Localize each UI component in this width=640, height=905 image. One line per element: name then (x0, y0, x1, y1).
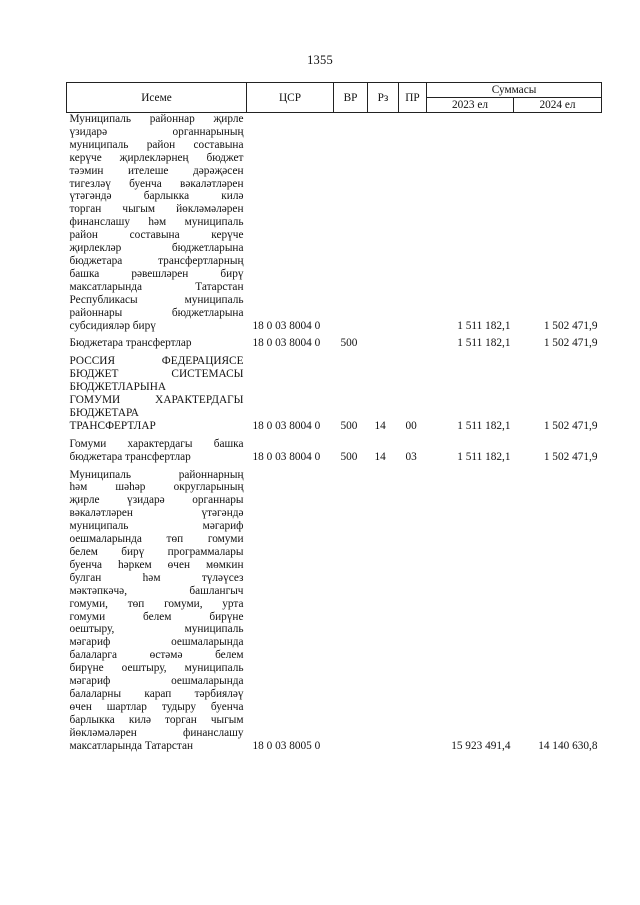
header-rz: Рз (368, 83, 399, 113)
row-name-line: булган һәм түләүсез (69, 571, 244, 584)
row-name-line: оештыру, муниципаль (69, 623, 244, 636)
row-name-line: һәм шәһәр округларының (69, 481, 244, 494)
row-name-line: муниципаль мәгариф (69, 520, 244, 533)
row-vr (334, 113, 368, 338)
row-name-line: гомуми белем бирүне (69, 610, 244, 623)
row-sum-2024: 1 502 471,9 (543, 419, 598, 432)
row-name-line: керүче җирлекләрнең бюджет (69, 151, 244, 164)
table-row (67, 469, 602, 758)
row-name-line: белем бирү программалары (69, 546, 244, 558)
row-name-line: РОССИЯ ФЕДЕРАЦИЯСЕ (69, 355, 244, 368)
row-name-line: БЮДЖЕТЛАРЫНА (69, 381, 167, 394)
header-year-2024: 2024 ел (514, 98, 602, 113)
row-name-line: барлыкка килә торган чыгым (69, 713, 244, 726)
row-name-line: башка рәвешләрен бирү (69, 267, 244, 280)
row-csr: 18 0 03 8004 0 (252, 450, 321, 463)
row-name-line: БЮДЖЕТАРА (69, 406, 139, 419)
table-row (67, 337, 602, 355)
row-name (67, 469, 247, 758)
row-name-line: бирүне оештыру, муниципаль (69, 662, 244, 675)
table-row (67, 113, 602, 338)
row-name-line: район составына керүче (69, 229, 244, 242)
row-pr: 00 (405, 419, 417, 432)
row-pr (399, 113, 427, 338)
row-name-line: максатларында Татарстан (69, 280, 244, 293)
row-name-line: балаларга өстәмә белем (69, 649, 244, 662)
header-sums: Суммасы (427, 83, 602, 98)
table-body (67, 113, 602, 758)
row-name-line: Бюджетара трансфертлар (69, 337, 192, 350)
row-rz (368, 113, 399, 338)
row-name-line: вәкаләтләрен үтәгәндә (69, 507, 244, 520)
row-pr: 03 (405, 450, 417, 463)
row-name-line: торган чыгым йөкләмәләрен (69, 203, 244, 216)
row-vr (334, 469, 368, 758)
row-name-line: җирлекләр бюджетларына (69, 242, 244, 255)
row-pr (399, 469, 427, 758)
row-csr: 18 0 03 8004 0 (252, 419, 321, 432)
header-pr: ПР (399, 83, 427, 113)
row-name-line: мәктәпкәчә, башлангыч (69, 584, 244, 597)
row-name-line: Муниципаль районнарның (69, 468, 244, 481)
row-name-line: үзидарә органнарының (69, 125, 244, 138)
row-rz: 14 (374, 450, 386, 463)
row-name-line: тәэмин ителеше дәрәҗәсен (69, 164, 244, 177)
row-name (67, 355, 247, 437)
row-vr: 500 (340, 419, 358, 432)
row-sum-2023: 1 511 182,1 (457, 419, 511, 432)
row-vr: 500 (340, 337, 358, 350)
row-csr: 18 0 03 8004 0 (252, 319, 321, 332)
row-name-line: муниципаль район составына (69, 138, 244, 151)
row-name-line: Муниципаль районнар җирле (69, 113, 244, 125)
row-name-line: бюджетара трансфертларның (69, 254, 244, 267)
row-name-line: җирле үзидарә органнары (69, 494, 244, 507)
table-row (67, 355, 602, 437)
header-vr: ВР (334, 83, 368, 113)
row-name-line: мәгариф оешмаларында (69, 675, 244, 688)
row-pr (399, 337, 427, 355)
row-name-line: буенча һәркем өчен мөмкин (69, 558, 244, 571)
budget-table (66, 82, 602, 758)
row-sum-2024: 1 502 471,9 (543, 319, 598, 332)
row-rz (368, 469, 399, 758)
row-sum-2023: 1 511 182,1 (457, 450, 511, 463)
row-sum-2024: 1 502 471,9 (543, 450, 598, 463)
row-sum-2023: 1 511 182,1 (457, 319, 511, 332)
row-vr: 500 (340, 450, 358, 463)
row-name (67, 113, 247, 338)
header-csr: ЦСР (247, 83, 334, 113)
row-name-line: Гомуми характердагы башка (69, 437, 244, 450)
row-sum-2024: 14 140 630,8 (538, 739, 598, 752)
row-csr: 18 0 03 8005 0 (252, 739, 321, 752)
row-name-line: районнары бюджетларына (69, 306, 244, 319)
row-name-line: ТРАНСФЕРТЛАР (69, 419, 156, 432)
row-name-line: субсидияләр бирү (69, 319, 156, 332)
row-name (67, 337, 247, 355)
row-name-line: мәгариф оешмаларында (69, 636, 244, 649)
row-name-line: оешмаларында төп гомуми (69, 533, 244, 546)
row-rz: 14 (374, 419, 386, 432)
row-name-line: максатларында Татарстан (69, 739, 194, 752)
row-csr: 18 0 03 8004 0 (252, 337, 321, 350)
row-name-line: йөкләмәләрен финанслашу (69, 726, 244, 739)
row-name-line: ГОМУМИ ХАРАКТЕРДАГЫ (69, 394, 244, 407)
row-name-line: гомуми, төп гомуми, урта (69, 597, 244, 610)
page-number: 1355 (307, 53, 333, 67)
row-sum-2024: 1 502 471,9 (543, 337, 598, 350)
row-name-line: финанслашу һәм муниципаль (69, 216, 244, 229)
row-name-line: өчен шартлар тудыру буенча (69, 700, 244, 713)
row-name-line: БЮДЖЕТ СИСТЕМАСЫ (69, 368, 244, 381)
row-name-line: тигезләү буенча вәкаләтләрен (69, 177, 244, 190)
header-name: Исеме (67, 83, 247, 113)
row-name-line: үтәгәндә барлыкка килә (69, 190, 244, 203)
row-name-line: бюджетара трансфертлар (69, 450, 191, 463)
row-sum-2023: 15 923 491,4 (451, 739, 511, 752)
row-rz (368, 337, 399, 355)
row-name (67, 438, 247, 469)
row-sum-2023: 1 511 182,1 (457, 337, 511, 350)
header-year-2023: 2023 ел (427, 98, 514, 113)
row-name-line: балаларны карап тәрбияләү (69, 687, 244, 700)
table-header (67, 83, 602, 113)
table-row (67, 438, 602, 469)
row-name-line: Республикасы муниципаль (69, 293, 244, 306)
